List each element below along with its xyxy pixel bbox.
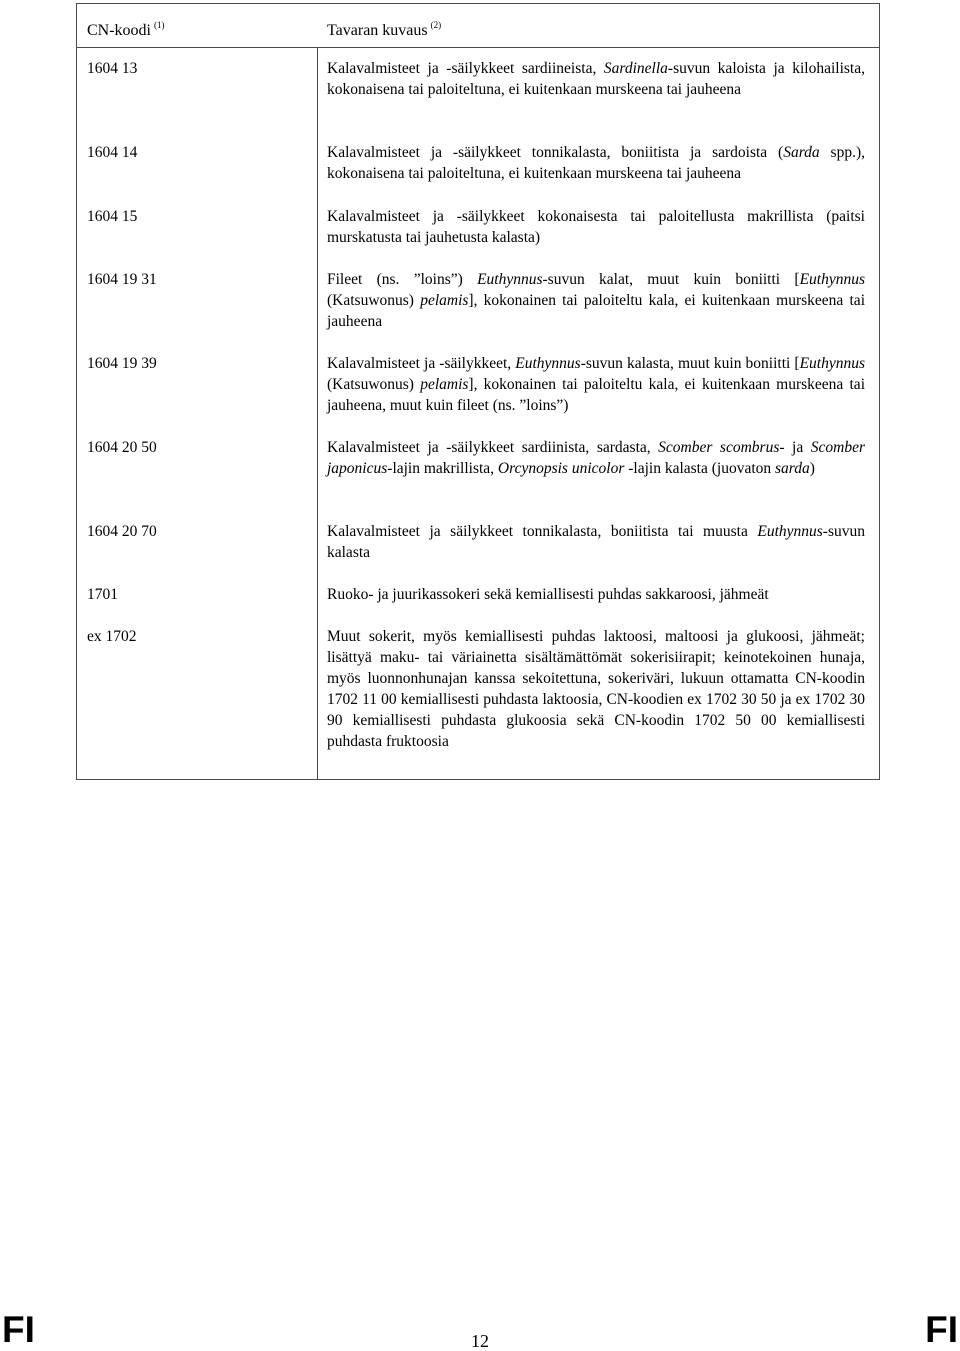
text-segment: ) — [809, 460, 815, 477]
description-cell — [327, 521, 865, 563]
text-segment: Ruoko- ja juurikassokeri sekä kemiallisesti puhdas sakkaroosi, jähmeät — [327, 586, 769, 603]
text-segment: -suvun kalasta — [327, 523, 865, 561]
cn-code-cell: 1604 20 70 — [87, 523, 157, 540]
page-number: 12 — [471, 1331, 489, 1351]
text-segment: (Katsuwonus) — [327, 376, 421, 393]
italic-text: Scomber scombrus — [658, 439, 780, 456]
text-segment: Kalavalmisteet ja -säilykkeet kokonaisesta tai paloitellusta makrillista (paitsi murskatusta tai jauhetusta kalasta) — [327, 208, 865, 246]
description-cell — [327, 584, 865, 605]
text-segment: Kalavalmisteet ja -säilykkeet sardiineista, — [327, 60, 604, 77]
description-cell — [327, 58, 865, 100]
text-segment: ], kokonainen tai paloiteltu kala, ei kuitenkaan murskeena tai jauheena — [327, 292, 865, 330]
text-segment: ], kokonainen tai paloiteltu kala, ei kuitenkaan murskeena tai jauheena, muut kuin fileet (ns. ”loins”) — [327, 376, 865, 414]
italic-text: Sardinella — [603, 60, 668, 77]
header-cn-code-footnote: (1) — [154, 20, 165, 30]
cn-code-cell: 1604 13 — [87, 60, 138, 77]
italic-text: Euthynnus — [799, 355, 865, 372]
description-cell — [327, 142, 865, 184]
italic-text: pelamis — [420, 292, 469, 309]
cn-code-cell: 1701 — [87, 586, 118, 603]
cn-code-cell: 1604 19 39 — [87, 355, 157, 372]
footer-language-right: FI — [925, 1309, 958, 1350]
italic-text: Orcynopsis unicolor — [497, 460, 625, 477]
text-segment: - ja — [779, 439, 811, 456]
text-segment: -suvun kalat, muut kuin boniitti [ — [542, 271, 800, 288]
description-cell — [327, 626, 865, 752]
italic-text: sarda — [775, 460, 810, 477]
text-segment: Fileet (ns. ”loins”) — [327, 271, 478, 288]
cn-code-table — [76, 3, 880, 780]
footer-language-left: FI — [2, 1309, 35, 1350]
italic-text: Euthynnus — [477, 271, 543, 288]
cn-code-cell: ex 1702 — [87, 628, 137, 645]
description-cell — [327, 353, 865, 416]
text-segment: -lajin kalasta (juovaton — [624, 460, 776, 477]
italic-text: Sarda — [783, 144, 820, 161]
cn-code-cell: 1604 15 — [87, 208, 138, 225]
header-cn-code — [87, 15, 165, 41]
text-segment: Kalavalmisteet ja -säilykkeet sardiinista, sardasta, — [327, 439, 659, 456]
header-description-footnote: (2) — [430, 20, 442, 30]
description-cell — [327, 269, 865, 332]
text-segment: (Katsuwonus) — [327, 292, 421, 309]
text-segment: -suvun kalasta, muut kuin boniitti [ — [580, 355, 800, 372]
cn-code-cell: 1604 19 31 — [87, 271, 157, 288]
italic-text: Euthynnus — [799, 271, 865, 288]
italic-text: Euthynnus — [757, 523, 823, 540]
text-segment: Kalavalmisteet ja säilykkeet tonnikalasta, boniitista tai muusta — [327, 523, 758, 540]
text-segment: Muut sokerit, myös kemiallisesti puhdas laktoosi, maltoosi ja glukoosi, jähmeät; lisättyä maku- tai väriainetta sisältämättömät sokerisiirapit; keinotekoinen hunaja, myös luonnonhunajan kanssa sekoitettuna, sokeriväri, lukuun ottamatta CN-koodin 1702 11 00 kemiallisesti puhdasta laktoosia, CN-koodien ex 1702 30 50 ja ex 1702 30 90 kemiallisesti puhdasta glukoosia sekä CN-koodin 1702 50 00 kemiallisesti puhdasta fruktoosia — [327, 628, 865, 750]
description-cell — [327, 437, 865, 479]
text-segment: -suvun kaloista ja kilohailista, kokonaisena tai paloiteltuna, ei kuitenkaan murskeena tai jauheena — [327, 60, 865, 98]
description-cell — [327, 206, 865, 248]
text-segment: Kalavalmisteet ja -säilykkeet tonnikalasta, boniitista ja sardoista ( — [327, 144, 784, 161]
cn-code-cell: 1604 14 — [87, 144, 138, 161]
header-cn-code-label: CN-koodi — [87, 22, 151, 39]
header-description-label: Tavaran kuvaus — [327, 22, 428, 39]
text-segment: Kalavalmisteet ja -säilykkeet, — [327, 355, 516, 372]
cn-code-cell: 1604 20 50 — [87, 439, 157, 456]
text-segment: -lajin makrillista, — [387, 460, 498, 477]
italic-text: Euthynnus — [515, 355, 581, 372]
table-header-row — [77, 4, 879, 48]
italic-text: Scomber japonicus — [327, 439, 866, 477]
italic-text: pelamis — [420, 376, 469, 393]
text-segment: spp.), kokonaisena tai paloiteltuna, ei kuitenkaan murskeena tai jauheena — [327, 144, 865, 182]
column-divider — [317, 47, 318, 779]
header-description — [327, 15, 441, 41]
